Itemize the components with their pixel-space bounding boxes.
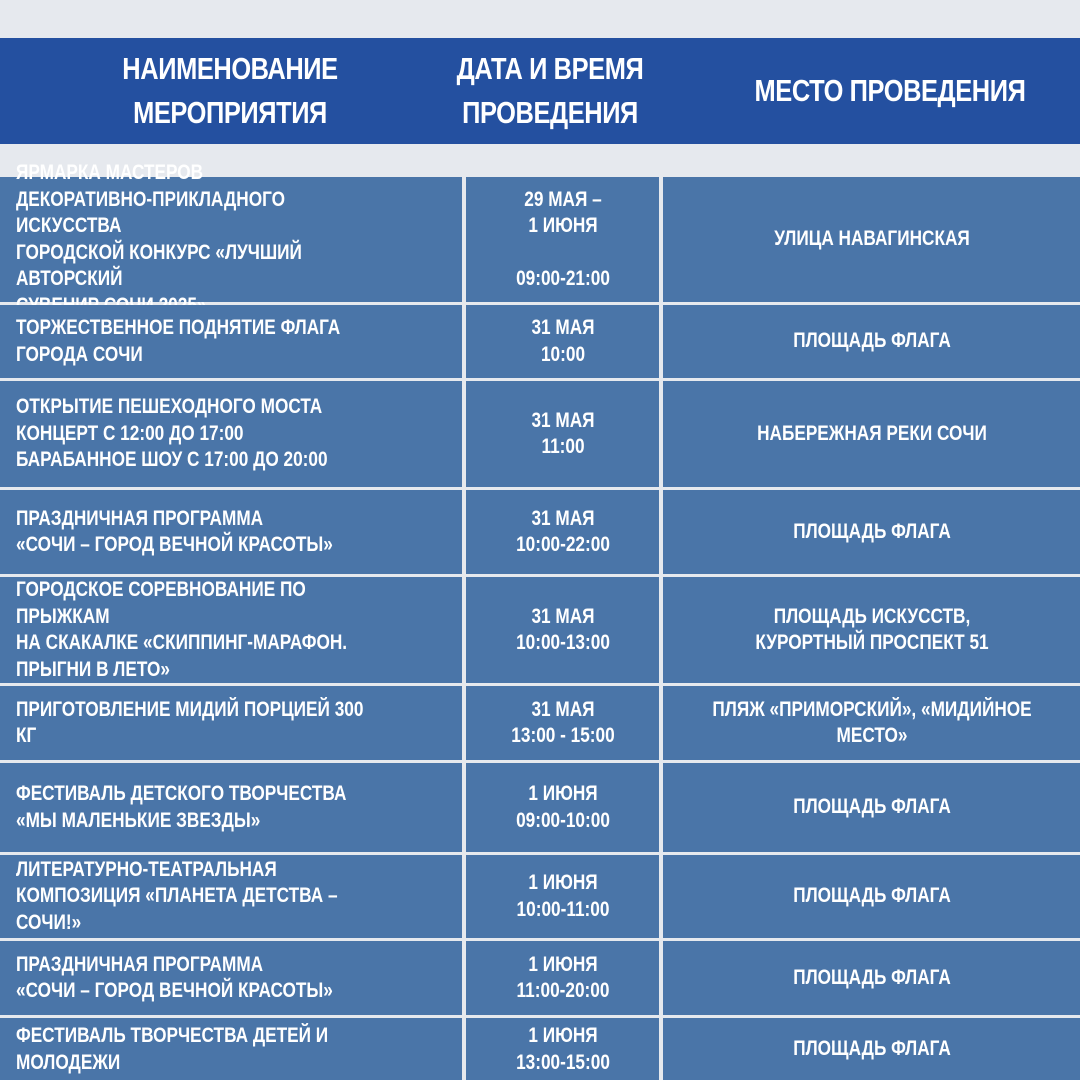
event-place: ПЛОЩАДЬ ИСКУССТВ, КУРОРТНЫЙ ПРОСПЕКТ 51 xyxy=(754,604,989,654)
event-place-cell xyxy=(663,577,1080,683)
table-row xyxy=(0,490,1080,577)
event-place: ПЛОЩАДЬ ФЛАГА xyxy=(792,795,951,819)
event-place-cell xyxy=(663,1018,1080,1080)
table-row xyxy=(0,686,1080,763)
event-date-cell xyxy=(466,941,659,1015)
event-date: 31 МАЯ 10:00-22:00 xyxy=(515,506,610,556)
event-name-cell xyxy=(0,381,462,487)
event-name: ТОРЖЕСТВЕННОЕ ПОДНЯТИЕ ФЛАГА ГОРОДА СОЧИ xyxy=(16,316,341,366)
table-row xyxy=(0,763,1080,855)
event-place-cell xyxy=(663,381,1080,487)
event-place-cell xyxy=(663,941,1080,1015)
event-name: ЛИТЕРАТУРНО-ТЕАТРАЛЬНАЯ КОМПОЗИЦИЯ «ПЛАНЕТА ДЕТСТВА – СОЧИ!» xyxy=(16,857,338,934)
event-name: ФЕСТИВАЛЬ ТВОРЧЕСТВА ДЕТЕЙ И МОЛОДЕЖИ xyxy=(16,1024,329,1074)
table-row xyxy=(0,1018,1080,1080)
event-name: ПРАЗДНИЧНАЯ ПРОГРАММА «СОЧИ – ГОРОД ВЕЧНОЙ КРАСОТЫ» xyxy=(16,952,333,1002)
table-row xyxy=(0,941,1080,1018)
event-name-cell xyxy=(0,161,462,302)
table-row xyxy=(0,381,1080,490)
table-row xyxy=(0,855,1080,941)
event-name: ЯРМАРКА МАСТЕРОВ ДЕКОРАТИВНО-ПРИКЛАДНОГО ИСКУССТВА ГОРОДСКОЙ КОНКУРС «ЛУЧШИЙ АВТОРСКИЙ xyxy=(16,161,302,290)
event-name-cell xyxy=(0,577,462,683)
event-place-cell xyxy=(663,855,1080,938)
header-event-name: НАИМЕНОВАНИЕ МЕРОПРИЯТИЯ xyxy=(122,51,338,130)
table-row xyxy=(0,305,1080,381)
event-place: ПЛОЩАДЬ ФЛАГА xyxy=(792,329,951,353)
header-date-time: ДАТА И ВРЕМЯ ПРОВЕДЕНИЯ xyxy=(456,51,644,130)
event-name: ОТКРЫТИЕ ПЕШЕХОДНОГО МОСТА КОНЦЕРТ С 12:00 ДО 17:00 БАРАБАННОЕ ШОУ С 17:00 ДО 20:00 xyxy=(16,395,328,472)
event-date: 1 ИЮНЯ 11:00-20:00 xyxy=(516,952,609,1002)
event-name-cell xyxy=(0,490,462,574)
event-date: 29 МАЯ – 1 ИЮНЯ 09:00-21:00 xyxy=(515,187,610,290)
event-date-cell xyxy=(466,305,659,378)
event-name: ПРИГОТОВЛЕНИЕ МИДИЙ ПОРЦИЕЙ 300 КГ xyxy=(16,697,364,747)
event-place: ПЛОЩАДЬ ФЛАГА xyxy=(792,1037,951,1061)
event-date: 1 ИЮНЯ 09:00-10:00 xyxy=(515,782,610,832)
table-row xyxy=(0,577,1080,686)
event-date-cell xyxy=(466,686,659,760)
event-date-cell xyxy=(466,855,659,938)
event-name-cell xyxy=(0,305,462,378)
event-date-cell xyxy=(466,577,659,683)
event-place-cell xyxy=(663,305,1080,378)
event-place-cell xyxy=(663,177,1080,302)
event-date: 1 ИЮНЯ 10:00-11:00 xyxy=(516,871,609,921)
table-header xyxy=(0,38,1080,144)
event-date-cell xyxy=(466,1018,659,1080)
event-place: НАБЕРЕЖНАЯ РЕКИ СОЧИ xyxy=(756,421,987,445)
event-name: ПРАЗДНИЧНАЯ ПРОГРАММА «СОЧИ – ГОРОД ВЕЧНОЙ КРАСОТЫ» xyxy=(16,506,333,556)
event-date-cell xyxy=(466,177,659,302)
table-row xyxy=(0,161,1080,305)
event-place-cell xyxy=(663,763,1080,852)
event-place: ПЛОЩАДЬ ФЛАГА xyxy=(792,965,951,989)
event-date: 1 ИЮНЯ 13:00-15:00 xyxy=(515,1024,610,1074)
event-name-cell xyxy=(0,855,462,938)
event-name-cell xyxy=(0,686,462,760)
header-venue: МЕСТО ПРОВЕДЕНИЯ xyxy=(754,73,1026,108)
event-place: ПЛОЩАДЬ ФЛАГА xyxy=(792,884,951,908)
event-place-cell xyxy=(663,686,1080,760)
event-place: УЛИЦА НАВАГИНСКАЯ xyxy=(773,227,970,251)
event-date-cell xyxy=(466,490,659,574)
event-place-cell xyxy=(663,490,1080,574)
event-date: 31 МАЯ 10:00-13:00 xyxy=(515,604,610,654)
event-name-cell xyxy=(0,941,462,1015)
event-date: 31 МАЯ 11:00 xyxy=(530,408,595,458)
event-date: 31 МАЯ 13:00 - 15:00 xyxy=(510,697,615,747)
event-name-cell xyxy=(0,1018,462,1080)
event-place: ПЛЯЖ «ПРИМОРСКИЙ», «МИДИЙНОЕ МЕСТО» xyxy=(711,697,1032,747)
event-date-cell xyxy=(466,763,659,852)
event-name: ГОРОДСКОЕ СОРЕВНОВАНИЕ ПО ПРЫЖКАМ НА СКАКАЛКЕ «СКИППИНГ-МАРАФОН. ПРЫГНИ В ЛЕТО» xyxy=(16,578,348,681)
event-place: ПЛОЩАДЬ ФЛАГА xyxy=(792,519,951,543)
event-date-cell xyxy=(466,381,659,487)
event-name-cell xyxy=(0,763,462,852)
event-name: ФЕСТИВАЛЬ ДЕТСКОГО ТВОРЧЕСТВА «МЫ МАЛЕНЬКИЕ ЗВЕЗДЫ» xyxy=(16,782,347,832)
event-date: 31 МАЯ 10:00 xyxy=(530,316,595,366)
